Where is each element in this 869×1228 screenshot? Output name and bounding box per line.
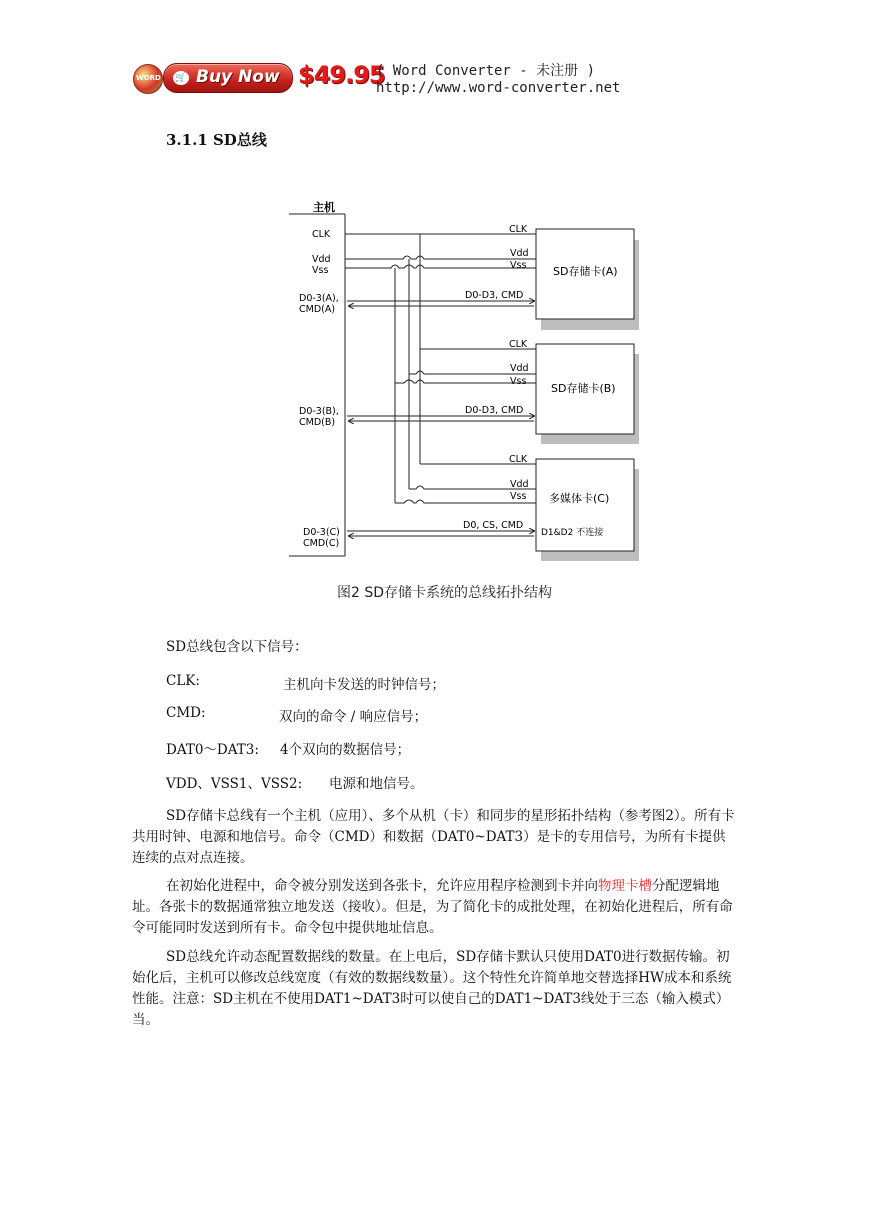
card-b-vdd-label: Vdd <box>510 363 529 374</box>
host-vdd-label: Vdd <box>312 254 331 265</box>
host-label: 主机 <box>313 201 335 214</box>
card-b-vss-label: Vss <box>510 376 527 387</box>
card-b-clk-label: CLK <box>509 339 528 350</box>
host-cmd-c-label: CMD(C) <box>303 538 340 549</box>
watermark-banner <box>133 60 733 96</box>
signal-term-clk: CLK: <box>166 673 200 689</box>
host-clk-label: CLK <box>312 229 331 240</box>
physical-slot-link[interactable]: 物理卡槽 <box>598 878 652 894</box>
buy-now-label: Buy Now <box>196 67 280 87</box>
figure-caption: 图2 SD存储卡系统的总线拓扑结构 <box>337 585 553 601</box>
buy-now-button[interactable] <box>163 63 293 93</box>
card-c-data-label: D0, CS, CMD <box>463 520 524 531</box>
card-b-data-label: D0-D3, CMD <box>465 405 524 416</box>
card-c-name: 多媒体卡(C) <box>549 492 610 505</box>
card-c-vss-label: Vss <box>510 491 527 502</box>
word-logo-icon: WORD <box>133 64 163 94</box>
card-a-data-label: D0-D3, CMD <box>465 290 524 301</box>
paragraph-bus-width: SD总线允许动态配置数据线的数量。在上电后，SD存储卡默认只使用DAT0进行数据传输。初始化后，主机可以修改总线宽度（有效的数据线数量）。这个特性允许简单地交替选择HW成本和系统性能。注意：SD主机在不使用DAT1~DAT3时可以使自己的DAT1~DAT3线处于三态（输入模式）当。 <box>132 949 732 1028</box>
card-a-name: SD存储卡(A) <box>553 265 618 278</box>
host-data-a-label: D0-3(A), <box>299 293 339 304</box>
signal-desc-clk: 主机向卡发送的时钟信号； <box>283 677 445 693</box>
card-c-note: D1&D2 不连接 <box>541 528 604 538</box>
signal-term-power: VDD、VSS1、VSS2: <box>166 776 303 792</box>
signals-intro: SD总线包含以下信号： <box>166 639 308 655</box>
card-c-vdd-label: Vdd <box>510 479 529 490</box>
card-a-vdd-label: Vdd <box>510 248 529 259</box>
card-b-name: SD存储卡(B) <box>551 382 616 395</box>
card-c-clk-label: CLK <box>509 454 528 465</box>
paragraph-topology: SD存储卡总线有一个主机（应用）、多个从机（卡）和同步的星形拓扑结构（参考图2）。所有卡共用时钟、电源和地信号。命令（CMD）和数据（DAT0~DAT3）是卡的专用信号，为所有卡提供连续的点对点连接。 <box>132 808 735 866</box>
paragraph-initialization: 在初始化进程中，命令被分别发送到各张卡，允许应用程序检测到卡并向物理卡槽分配逻辑地址。各张卡的数据通常独立地发送（接收）。但是，为了简化卡的成批处理，在初始化进程后，所有命令可能同时发送到所有卡。命令包中提供地址信息。 <box>132 878 733 936</box>
card-a-clk-label: CLK <box>509 224 528 235</box>
host-data-b-label: D0-3(B), <box>299 406 339 417</box>
vdd-line-a <box>345 256 536 259</box>
signal-desc-cmd: 双向的命令 / 响应信号； <box>279 709 428 725</box>
shopping-cart-icon: 🛒 <box>173 71 189 85</box>
host-cmd-a-label: CMD(A) <box>299 304 336 315</box>
host-cmd-b-label: CMD(B) <box>299 417 336 428</box>
signal-term-dat: DAT0～DAT3: <box>166 742 259 758</box>
converter-notice: ( Word Converter - 未注册 ) http://www.word-converter.net <box>376 63 621 96</box>
price-tag: $49.95 <box>298 61 385 89</box>
host-data-c-label: D0-3(C) <box>303 527 340 538</box>
signal-term-cmd: CMD: <box>166 705 206 721</box>
card-a-vss-label: Vss <box>510 260 527 271</box>
host-vss-label: Vss <box>312 265 329 276</box>
topology-diagram <box>283 196 643 576</box>
section-heading: 3.1.1 SD总线 <box>166 131 267 149</box>
signal-desc-dat: 4个双向的数据信号； <box>280 742 411 758</box>
signal-desc-power: 电源和地信号。 <box>329 776 424 792</box>
vss-line-a <box>345 265 536 268</box>
bus-topology-figure <box>283 196 643 576</box>
